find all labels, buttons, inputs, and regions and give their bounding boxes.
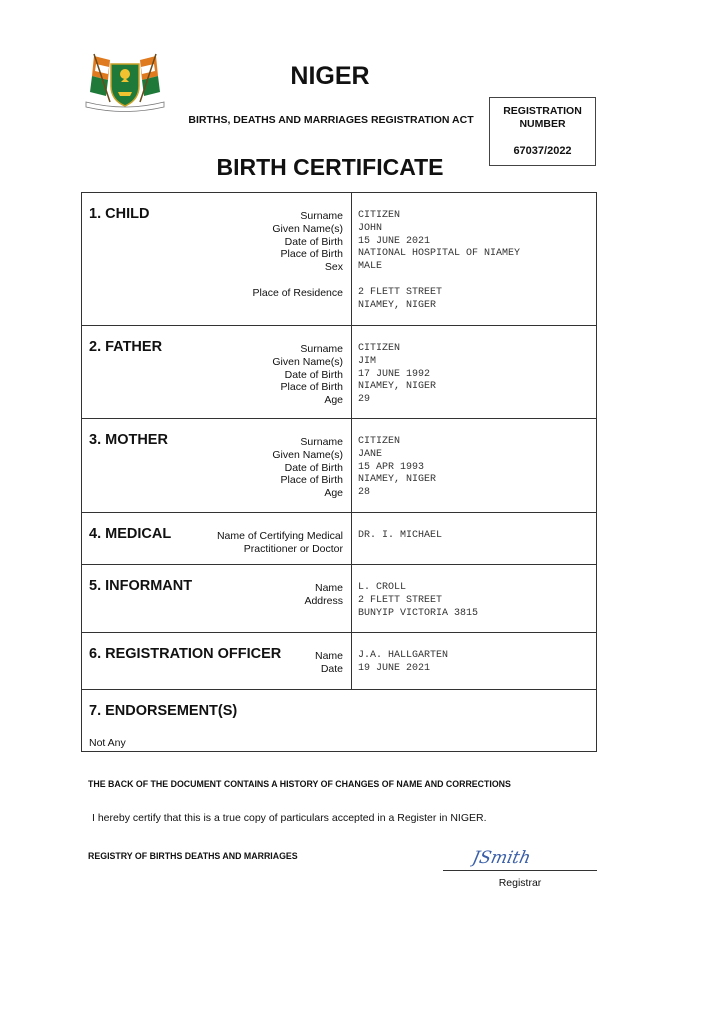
section-title-mother: 3. MOTHER	[89, 432, 168, 448]
child-residence-label: Place of Residence	[252, 286, 343, 299]
registrar-label: Registrar	[498, 877, 542, 889]
father-age-value: 29	[358, 394, 371, 406]
child-values	[358, 210, 520, 312]
officer-date-label: Date	[320, 662, 343, 675]
endorsements-value: Not Any	[89, 737, 126, 749]
medical-label-line1: Name of Certifying Medical	[216, 530, 343, 542]
section-child	[82, 193, 596, 325]
section-title-registration-officer: 6. REGISTRATION OFFICER	[89, 646, 282, 662]
section-title-father: 2. FATHER	[89, 339, 163, 355]
child-given-names-value: JOHN	[358, 222, 383, 234]
child-residence-line1: 2 FLETT STREET	[358, 286, 443, 298]
registration-number-box	[489, 97, 596, 166]
informant-values	[358, 582, 478, 620]
child-sex-label: Sex	[324, 261, 343, 274]
officer-labels	[315, 650, 343, 676]
medical-label-line2: Practitioner or Doctor	[243, 542, 343, 555]
father-place-of-birth-value: NIAMEY, NIGER	[358, 381, 437, 393]
informant-name-label: Name	[314, 582, 343, 594]
informant-address-label: Address	[304, 594, 343, 607]
father-surname-label: Surname	[300, 343, 343, 355]
registrar-signature-text: JSmith	[470, 848, 533, 868]
registration-label-line1: REGISTRATION	[503, 105, 582, 117]
child-date-of-birth-value: 15 JUNE 2021	[358, 235, 431, 247]
officer-name-label: Name	[314, 650, 343, 662]
certificate-form	[81, 192, 597, 752]
father-surname-value: CITIZEN	[358, 343, 401, 354]
certification-statement: I hereby certify that this is a true copy of particulars accepted in a Register in NIGER.	[92, 812, 487, 824]
section-title-medical: 4. MEDICAL	[89, 526, 172, 542]
registration-act: BIRTHS, DEATHS AND MARRIAGES REGISTRATION ACT	[188, 114, 474, 126]
registry-name: REGISTRY OF BIRTHS DEATHS AND MARRIAGES	[88, 851, 298, 861]
signature-line	[443, 870, 597, 871]
country-heading: NIGER	[290, 62, 370, 90]
section-title-endorsements: 7. ENDORSEMENT(S)	[89, 703, 238, 719]
document-title: BIRTH CERTIFICATE	[216, 154, 444, 180]
child-date-of-birth-label: Date of Birth	[284, 235, 343, 248]
father-date-of-birth-label: Date of Birth	[284, 368, 343, 381]
father-given-names-label: Given Name(s)	[272, 355, 343, 368]
registration-number: 67037/2022	[513, 145, 572, 157]
coat-of-arms-emblem	[80, 50, 170, 112]
mother-values	[358, 436, 436, 500]
mother-surname-label: Surname	[300, 436, 343, 448]
section-medical	[82, 512, 596, 564]
child-sex-value: MALE	[358, 261, 383, 273]
informant-name-value: L. CROLL	[358, 582, 407, 593]
officer-date-value: 19 JUNE 2021	[358, 662, 431, 674]
medical-values	[358, 530, 442, 543]
section-registration-officer	[82, 632, 596, 689]
mother-age-label: Age	[324, 487, 343, 500]
informant-address-line2: BUNYIP VICTORIA 3815	[358, 607, 479, 619]
registrar-signature	[470, 842, 560, 870]
father-labels	[272, 343, 343, 407]
mother-age-value: 28	[358, 487, 371, 499]
father-place-of-birth-label: Place of Birth	[280, 381, 343, 394]
father-given-names-value: JIM	[358, 355, 377, 367]
father-age-label: Age	[324, 394, 343, 407]
child-place-of-birth-label: Place of Birth	[280, 248, 343, 261]
father-date-of-birth-value: 17 JUNE 1992	[358, 368, 431, 380]
child-surname-value: CITIZEN	[358, 210, 401, 221]
child-place-of-birth-value: NATIONAL HOSPITAL OF NIAMEY	[358, 248, 521, 260]
section-informant	[82, 564, 596, 632]
section-title-informant: 5. INFORMANT	[89, 578, 193, 594]
mother-given-names-label: Given Name(s)	[272, 448, 343, 461]
section-title-child: 1. CHILD	[89, 206, 150, 222]
mother-date-of-birth-label: Date of Birth	[284, 461, 343, 474]
mother-given-names-value: JANE	[358, 448, 383, 460]
child-labels	[253, 210, 343, 300]
section-father	[82, 325, 596, 418]
informant-address-line1: 2 FLETT STREET	[358, 594, 443, 606]
officer-values	[358, 650, 448, 676]
registration-label-line2: NUMBER	[519, 118, 566, 130]
mother-place-of-birth-label: Place of Birth	[280, 474, 343, 487]
mother-labels	[272, 436, 343, 500]
officer-name-value: J.A. HALLGARTEN	[358, 650, 449, 661]
child-given-names-label: Given Name(s)	[272, 222, 343, 235]
mother-surname-value: CITIZEN	[358, 436, 401, 447]
child-surname-label: Surname	[300, 210, 343, 222]
medical-labels	[217, 530, 343, 556]
father-values	[358, 343, 436, 407]
section-mother	[82, 418, 596, 512]
child-residence-line2: NIAMEY, NIGER	[358, 299, 437, 311]
informant-labels	[304, 582, 343, 608]
section-endorsements	[82, 689, 596, 752]
back-of-document-note: THE BACK OF THE DOCUMENT CONTAINS A HISTORY OF CHANGES OF NAME AND CORRECTIONS	[88, 779, 511, 789]
mother-date-of-birth-value: 15 APR 1993	[358, 461, 425, 473]
mother-place-of-birth-value: NIAMEY, NIGER	[358, 474, 437, 486]
medical-practitioner-value: DR. I. MICHAEL	[358, 530, 443, 541]
